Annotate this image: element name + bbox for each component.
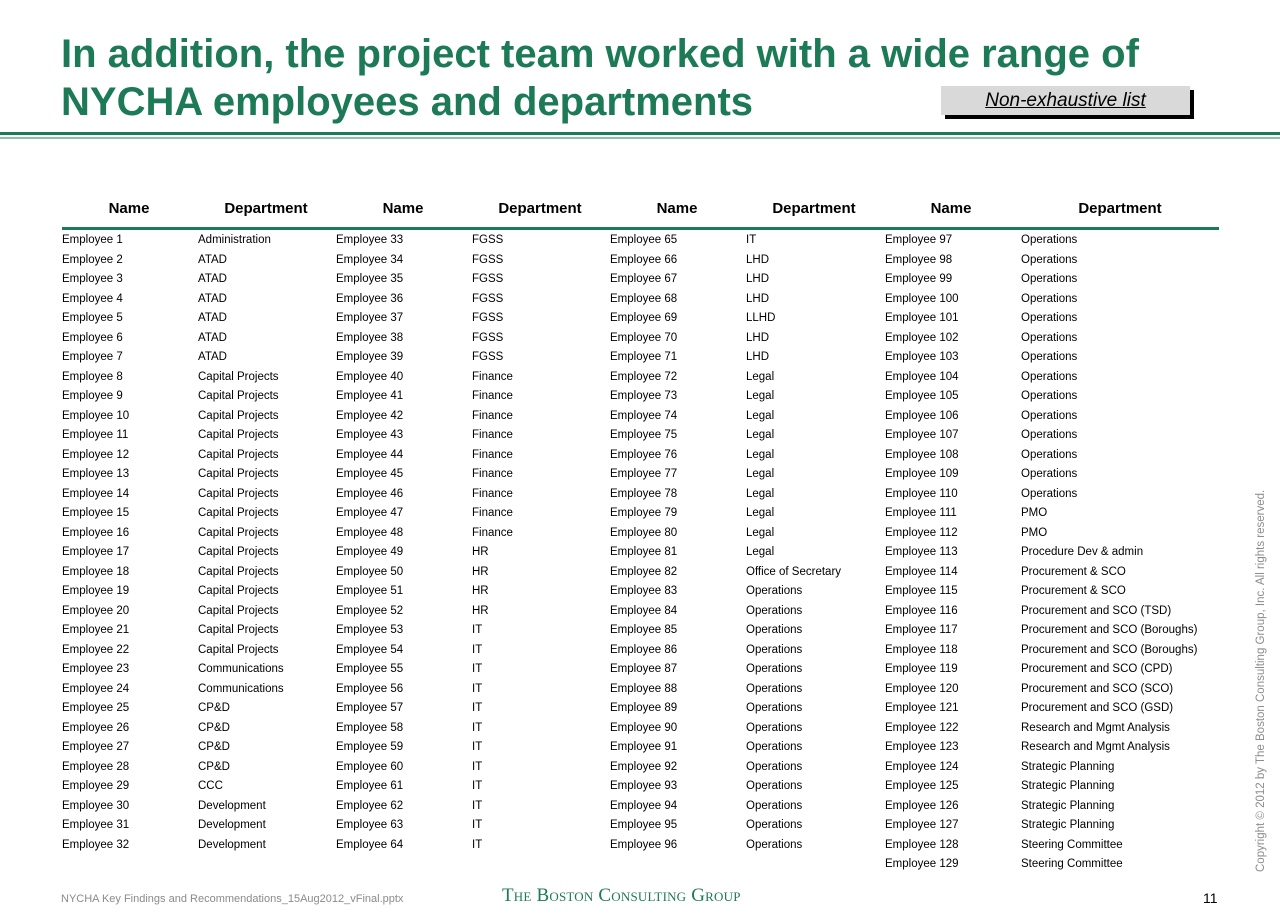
- department-cell: FGSS: [472, 331, 504, 344]
- department-cell: Procurement and SCO (SCO): [1021, 682, 1174, 695]
- employee-name-cell: Employee 93: [610, 780, 678, 792]
- employee-name-cell: Employee 36: [336, 292, 404, 305]
- employee-name-cell: Employee 67: [610, 273, 678, 285]
- employee-name-cell: Employee 44: [336, 448, 404, 461]
- department-cell: Legal: [746, 429, 775, 441]
- department-cell: FGSS: [472, 292, 504, 305]
- employee-name-cell: Employee 57: [336, 702, 404, 714]
- employee-name-cell: Employee 100: [885, 292, 959, 305]
- employee-name-cell: Employee 13: [62, 468, 130, 480]
- title-line-2: NYCHA employees and departments: [61, 80, 754, 124]
- employee-name-cell: Employee 30: [62, 799, 130, 812]
- department-column-2: [472, 231, 513, 855]
- department-cell: Procurement & SCO: [1021, 585, 1126, 597]
- employee-name-cell: Employee 104: [885, 370, 959, 383]
- employee-name-cell: Employee 124: [885, 760, 959, 773]
- department-cell: Development: [198, 799, 266, 812]
- header-name-1: Name: [108, 200, 150, 217]
- employee-name-cell: Employee 66: [610, 253, 678, 266]
- employee-name-cell: Employee 82: [610, 565, 678, 578]
- department-cell: Legal: [746, 507, 775, 519]
- employee-name-cell: Employee 4: [62, 292, 123, 305]
- employee-name-cell: Employee 29: [62, 780, 130, 792]
- employee-name-cell: Employee 105: [885, 390, 959, 402]
- department-cell: Operations: [1021, 370, 1078, 383]
- employee-name-cell: Employee 9: [62, 390, 123, 402]
- department-cell: CP&D: [198, 760, 230, 773]
- employee-name-cell: Employee 52: [336, 604, 404, 617]
- department-cell: Operations: [746, 780, 803, 792]
- employee-name-cell: Employee 120: [885, 682, 959, 695]
- employee-name-cell: Employee 94: [610, 799, 678, 812]
- title-divider-thin: [0, 137, 1280, 139]
- department-cell: Capital Projects: [198, 526, 279, 539]
- department-cell: CP&D: [198, 702, 230, 714]
- department-cell: Capital Projects: [198, 468, 279, 480]
- department-cell: HR: [472, 585, 489, 597]
- department-cell: Legal: [746, 546, 775, 558]
- employee-name-cell: Employee 37: [336, 312, 404, 324]
- department-cell: Operations: [1021, 390, 1078, 402]
- department-cell: Strategic Planning: [1021, 780, 1115, 792]
- department-cell: Operations: [1021, 253, 1078, 266]
- footer-filename: NYCHA Key Findings and Recommendations_15Aug2012_vFinal.pptx: [61, 893, 404, 905]
- employee-name-cell: Employee 95: [610, 819, 678, 831]
- department-cell: ATAD: [198, 273, 227, 285]
- name-column-3: [610, 231, 677, 855]
- employee-name-cell: Employee 116: [885, 604, 958, 617]
- department-cell: FGSS: [472, 253, 504, 266]
- employee-name-cell: Employee 112: [885, 526, 958, 539]
- employee-name-cell: Employee 45: [336, 468, 404, 480]
- header-department-2: Department: [498, 200, 582, 217]
- department-cell: Finance: [472, 409, 513, 422]
- department-column-3: [746, 231, 841, 855]
- department-cell: HR: [472, 565, 489, 578]
- department-cell: Operations: [1021, 234, 1078, 246]
- department-cell: Procurement and SCO (GSD): [1021, 702, 1174, 714]
- department-cell: IT: [472, 799, 483, 812]
- department-cell: Capital Projects: [198, 624, 279, 636]
- employee-name-cell: Employee 78: [610, 487, 678, 500]
- department-cell: Capital Projects: [198, 604, 279, 617]
- table-header: [62, 196, 1218, 222]
- name-column-1: [62, 231, 129, 855]
- employee-name-cell: Employee 35: [336, 273, 404, 285]
- employee-name-cell: Employee 53: [336, 624, 404, 636]
- employee-name-cell: Employee 91: [610, 741, 678, 753]
- department-cell: Finance: [472, 390, 513, 402]
- employee-name-cell: Employee 108: [885, 448, 959, 461]
- employee-name-cell: Employee 68: [610, 292, 678, 305]
- employee-name-cell: Employee 101: [885, 312, 959, 324]
- employee-name-cell: Employee 8: [62, 370, 123, 383]
- department-cell: Communications: [198, 663, 284, 675]
- employee-name-cell: Employee 19: [62, 585, 130, 597]
- header-name-3: Name: [656, 200, 698, 217]
- department-cell: Procurement and SCO (TSD): [1021, 604, 1172, 617]
- department-cell: IT: [472, 624, 483, 636]
- page-number: 11: [1203, 890, 1218, 906]
- employee-name-cell: Employee 86: [610, 643, 678, 656]
- employee-name-cell: Employee 16: [62, 526, 130, 539]
- department-cell: Operations: [746, 585, 803, 597]
- employee-name-cell: Employee 28: [62, 760, 130, 773]
- department-cell: Operations: [1021, 312, 1078, 324]
- department-cell: Capital Projects: [198, 585, 279, 597]
- department-cell: Legal: [746, 526, 775, 539]
- department-cell: Finance: [472, 448, 513, 461]
- department-cell: FGSS: [472, 312, 504, 324]
- employee-name-cell: Employee 118: [885, 643, 958, 656]
- department-cell: Communications: [198, 682, 284, 695]
- department-cell: IT: [472, 819, 483, 831]
- header-department-4: Department: [1078, 200, 1162, 217]
- employee-name-cell: Employee 80: [610, 526, 678, 539]
- employee-name-cell: Employee 12: [62, 448, 130, 461]
- department-cell: Operations: [1021, 292, 1078, 305]
- employee-name-cell: Employee 15: [62, 507, 130, 519]
- employee-name-cell: Employee 96: [610, 838, 678, 851]
- department-cell: Finance: [472, 429, 513, 441]
- employee-name-cell: Employee 70: [610, 331, 678, 344]
- department-cell: FGSS: [472, 234, 504, 246]
- department-cell: Operations: [746, 682, 803, 695]
- employee-name-cell: Employee 126: [885, 799, 959, 812]
- employee-name-cell: Employee 75: [610, 429, 678, 441]
- department-cell: ATAD: [198, 351, 227, 363]
- department-cell: Finance: [472, 370, 513, 383]
- employee-name-cell: Employee 51: [336, 585, 404, 597]
- header-divider: [62, 227, 1219, 230]
- department-cell: Administration: [198, 234, 271, 246]
- employee-name-cell: Employee 114: [885, 565, 958, 578]
- employee-name-cell: Employee 21: [62, 624, 130, 636]
- employee-name-cell: Employee 5: [62, 312, 123, 324]
- department-cell: Operations: [746, 604, 803, 617]
- employee-name-cell: Employee 43: [336, 429, 404, 441]
- employee-name-cell: Employee 88: [610, 682, 678, 695]
- department-cell: Finance: [472, 487, 513, 500]
- employee-name-cell: Employee 110: [885, 487, 958, 500]
- department-cell: Legal: [746, 409, 775, 422]
- employee-name-cell: Employee 119: [885, 663, 958, 675]
- department-cell: Procurement & SCO: [1021, 565, 1126, 578]
- employee-name-cell: Employee 47: [336, 507, 404, 519]
- employee-name-cell: Employee 56: [336, 682, 404, 695]
- department-cell: Steering Committee: [1021, 858, 1123, 870]
- employee-name-cell: Employee 58: [336, 721, 404, 734]
- department-cell: Operations: [746, 721, 803, 734]
- employee-name-cell: Employee 17: [62, 546, 130, 558]
- department-cell: IT: [472, 682, 483, 695]
- employee-name-cell: Employee 34: [336, 253, 404, 266]
- employee-name-cell: Employee 6: [62, 331, 123, 344]
- department-cell: PMO: [1021, 507, 1048, 519]
- employee-name-cell: Employee 90: [610, 721, 678, 734]
- employee-name-cell: Employee 42: [336, 409, 404, 422]
- employee-name-cell: Employee 97: [885, 234, 953, 246]
- employee-name-cell: Employee 62: [336, 799, 404, 812]
- department-cell: Operations: [1021, 468, 1078, 480]
- employee-name-cell: Employee 41: [336, 390, 404, 402]
- department-cell: HR: [472, 604, 489, 617]
- department-cell: Operations: [1021, 351, 1078, 363]
- department-cell: Capital Projects: [198, 487, 279, 500]
- department-cell: IT: [472, 663, 483, 675]
- department-cell: CP&D: [198, 741, 230, 753]
- employee-name-cell: Employee 102: [885, 331, 959, 344]
- department-cell: Strategic Planning: [1021, 760, 1115, 773]
- employee-name-cell: Employee 115: [885, 585, 958, 597]
- employee-name-cell: Employee 60: [336, 760, 404, 773]
- department-cell: Research and Mgmt Analysis: [1021, 741, 1170, 753]
- department-cell: Procurement and SCO (Boroughs): [1021, 624, 1198, 636]
- employee-name-cell: Employee 99: [885, 273, 953, 285]
- non-exhaustive-badge: Non-exhaustive list: [941, 86, 1190, 115]
- employee-name-cell: Employee 79: [610, 507, 678, 519]
- employee-name-cell: Employee 92: [610, 760, 678, 773]
- employee-name-cell: Employee 32: [62, 838, 130, 851]
- employee-name-cell: Employee 74: [610, 409, 678, 422]
- department-cell: Operations: [1021, 331, 1078, 344]
- employee-name-cell: Employee 10: [62, 409, 130, 422]
- employee-name-cell: Employee 87: [610, 663, 678, 675]
- department-cell: Legal: [746, 448, 775, 461]
- employee-name-cell: Employee 40: [336, 370, 404, 383]
- employee-name-cell: Employee 18: [62, 565, 130, 578]
- department-cell: Operations: [746, 799, 803, 812]
- employee-name-cell: Employee 107: [885, 429, 959, 441]
- department-cell: Operations: [746, 741, 803, 753]
- employee-name-cell: Employee 117: [885, 624, 958, 636]
- employee-name-cell: Employee 65: [610, 234, 678, 246]
- employee-name-cell: Employee 123: [885, 741, 959, 753]
- employee-name-cell: Employee 83: [610, 585, 678, 597]
- department-cell: Operations: [1021, 273, 1078, 285]
- department-cell: Capital Projects: [198, 370, 279, 383]
- employee-name-cell: Employee 129: [885, 858, 959, 870]
- department-cell: Legal: [746, 468, 775, 480]
- department-cell: Office of Secretary: [746, 565, 842, 578]
- department-cell: Operations: [746, 760, 803, 773]
- department-cell: IT: [472, 741, 483, 753]
- department-cell: IT: [746, 234, 757, 246]
- department-cell: ATAD: [198, 292, 227, 305]
- employee-name-cell: Employee 113: [885, 546, 958, 558]
- department-cell: Legal: [746, 370, 775, 383]
- department-cell: LHD: [746, 253, 770, 266]
- department-cell: LHD: [746, 331, 770, 344]
- department-cell: Operations: [1021, 409, 1078, 422]
- employee-name-cell: Employee 85: [610, 624, 678, 636]
- employee-name-cell: Employee 24: [62, 682, 130, 695]
- department-cell: Operations: [746, 838, 803, 851]
- employee-name-cell: Employee 103: [885, 351, 959, 363]
- department-cell: Finance: [472, 468, 513, 480]
- department-cell: Research and Mgmt Analysis: [1021, 721, 1170, 734]
- employee-name-cell: Employee 128: [885, 838, 959, 851]
- department-cell: Steering Committee: [1021, 838, 1123, 851]
- department-cell: HR: [472, 546, 489, 558]
- employee-name-cell: Employee 50: [336, 565, 404, 578]
- department-column-1: [198, 231, 284, 855]
- employee-name-cell: Employee 38: [336, 331, 404, 344]
- employee-name-cell: Employee 64: [336, 838, 404, 851]
- employee-name-cell: Employee 48: [336, 526, 404, 539]
- employee-name-cell: Employee 2: [62, 253, 123, 266]
- department-cell: Operations: [1021, 429, 1078, 441]
- department-cell: IT: [472, 760, 483, 773]
- department-cell: Finance: [472, 507, 513, 519]
- department-cell: Capital Projects: [198, 390, 279, 402]
- employee-name-cell: Employee 61: [336, 780, 404, 792]
- department-cell: LHD: [746, 273, 770, 285]
- department-cell: Operations: [746, 702, 803, 714]
- employee-name-cell: Employee 11: [62, 429, 129, 441]
- department-cell: Capital Projects: [198, 448, 279, 461]
- name-column-2: [336, 231, 403, 855]
- department-cell: ATAD: [198, 312, 227, 324]
- employee-name-cell: Employee 20: [62, 604, 130, 617]
- department-cell: Legal: [746, 487, 775, 500]
- department-cell: Capital Projects: [198, 643, 279, 656]
- department-column-4: [1021, 231, 1197, 875]
- header-name-2: Name: [382, 200, 424, 217]
- department-cell: Capital Projects: [198, 429, 279, 441]
- department-cell: Strategic Planning: [1021, 799, 1115, 812]
- employee-name-cell: Employee 69: [610, 312, 678, 324]
- department-cell: Operations: [746, 663, 803, 675]
- employee-name-cell: Employee 111: [885, 507, 957, 519]
- employee-name-cell: Employee 89: [610, 702, 678, 714]
- employee-name-cell: Employee 81: [610, 546, 678, 558]
- employee-name-cell: Employee 72: [610, 370, 678, 383]
- employee-name-cell: Employee 106: [885, 409, 959, 422]
- employee-name-cell: Employee 33: [336, 234, 404, 246]
- department-cell: IT: [472, 643, 483, 656]
- employee-name-cell: Employee 125: [885, 780, 959, 792]
- employee-name-cell: Employee 98: [885, 253, 953, 266]
- employee-name-cell: Employee 14: [62, 487, 130, 500]
- employee-name-cell: Employee 7: [62, 351, 123, 363]
- department-cell: Capital Projects: [198, 409, 279, 422]
- employee-name-cell: Employee 73: [610, 390, 678, 402]
- employee-name-cell: Employee 27: [62, 741, 130, 753]
- employee-name-cell: Employee 109: [885, 468, 959, 480]
- employee-name-cell: Employee 55: [336, 663, 404, 675]
- department-cell: Procedure Dev & admin: [1021, 546, 1144, 558]
- employee-name-cell: Employee 49: [336, 546, 404, 558]
- employee-name-cell: Employee 26: [62, 721, 130, 734]
- title-line-1: In addition, the project team worked with a wide range of: [61, 32, 1139, 76]
- name-column-4: [885, 231, 959, 875]
- employee-name-cell: Employee 63: [336, 819, 404, 831]
- department-cell: Procurement and SCO (Boroughs): [1021, 643, 1198, 656]
- copyright-notice: Copyright © 2012 by The Boston Consulting Group, Inc. All rights reserved.: [1255, 489, 1267, 872]
- department-cell: IT: [472, 838, 483, 851]
- header-name-4: Name: [930, 200, 972, 217]
- employee-name-cell: Employee 84: [610, 604, 678, 617]
- employee-name-cell: Employee 76: [610, 448, 678, 461]
- department-cell: Operations: [746, 624, 803, 636]
- department-cell: CCC: [198, 780, 223, 792]
- department-cell: Capital Projects: [198, 565, 279, 578]
- department-cell: Operations: [746, 643, 803, 656]
- department-cell: Legal: [746, 390, 775, 402]
- department-cell: ATAD: [198, 253, 227, 266]
- department-cell: Capital Projects: [198, 507, 279, 519]
- department-cell: Development: [198, 838, 266, 851]
- employee-name-cell: Employee 1: [62, 234, 123, 246]
- employee-name-cell: Employee 127: [885, 819, 959, 831]
- department-cell: ATAD: [198, 331, 227, 344]
- employee-name-cell: Employee 22: [62, 643, 130, 656]
- employee-name-cell: Employee 77: [610, 468, 678, 480]
- department-cell: Operations: [1021, 448, 1078, 461]
- department-cell: Operations: [1021, 487, 1078, 500]
- department-cell: LLHD: [746, 312, 776, 324]
- department-cell: IT: [472, 780, 483, 792]
- header-department-3: Department: [772, 200, 856, 217]
- department-cell: Operations: [746, 819, 803, 831]
- employee-name-cell: Employee 31: [62, 819, 130, 831]
- employee-name-cell: Employee 71: [610, 351, 678, 363]
- title-divider: [0, 132, 1280, 135]
- employee-name-cell: Employee 25: [62, 702, 130, 714]
- department-cell: Capital Projects: [198, 546, 279, 558]
- employee-name-cell: Employee 59: [336, 741, 404, 753]
- department-cell: LHD: [746, 351, 770, 363]
- department-cell: IT: [472, 702, 483, 714]
- department-cell: Development: [198, 819, 266, 831]
- department-cell: Finance: [472, 526, 513, 539]
- department-cell: IT: [472, 721, 483, 734]
- bcg-logo: The Boston Consulting Group: [502, 885, 741, 906]
- department-cell: PMO: [1021, 526, 1048, 539]
- employee-name-cell: Employee 46: [336, 487, 404, 500]
- employee-name-cell: Employee 122: [885, 721, 959, 734]
- department-cell: FGSS: [472, 351, 504, 363]
- employee-name-cell: Employee 3: [62, 273, 123, 285]
- department-cell: FGSS: [472, 273, 504, 285]
- department-cell: Strategic Planning: [1021, 819, 1115, 831]
- department-cell: LHD: [746, 292, 770, 305]
- employee-name-cell: Employee 54: [336, 643, 404, 656]
- header-department-1: Department: [224, 200, 308, 217]
- employee-name-cell: Employee 39: [336, 351, 404, 363]
- department-cell: Procurement and SCO (CPD): [1021, 663, 1173, 675]
- employee-name-cell: Employee 121: [885, 702, 959, 714]
- employee-name-cell: Employee 23: [62, 663, 130, 675]
- department-cell: CP&D: [198, 721, 230, 734]
